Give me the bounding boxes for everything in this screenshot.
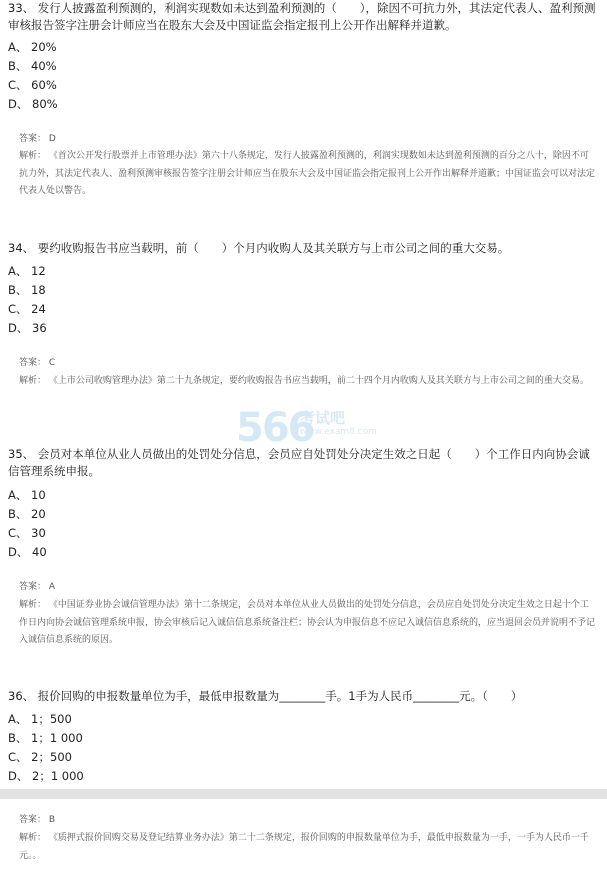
- question-35-option-d: D、 40: [8, 545, 47, 559]
- question-33-option-b: B、 40%: [8, 59, 57, 73]
- question-33-stem: 33、 发行人披露盈利预测的，利润实现数如未达到盈利预测的（ ），除因不可抗力外，其法定代表人、盈利预测审核报告签字注册会计师应当在股东大会及中国证监会指定报刊上公开作出解释并道歉。: [8, 1, 596, 32]
- question-33-option-d: D、 80%: [8, 97, 58, 111]
- question-35-option-a: A、 10: [8, 488, 46, 502]
- question-34-option-a: A、 12: [8, 264, 46, 278]
- question-34-option-b: B、 18: [8, 283, 46, 297]
- question-33-option-c: C、 60%: [8, 78, 57, 92]
- question-36-option-c: C、 2；500: [8, 750, 72, 764]
- question-34-option-c: C、 24: [8, 302, 46, 316]
- question-36-option-d: D、 2；1 000: [8, 769, 84, 783]
- question-36-option-a: A、 1；500: [8, 712, 72, 726]
- question-36-stem: 36、 报价回购的申报数量单位为手，最低申报数量为________手。1手为人民币________元。（ ）: [8, 689, 523, 703]
- question-36-explanation: 解析： 《质押式报价回购交易及登记结算业务办法》第二十二条规定，报价回购的申报数量单位为手，最低申报数量为一手，一手为人民币一千元。。: [19, 833, 589, 861]
- question-33-explanation: 解析： 《首次公开发行股票并上市管理办法》第六十八条规定，发行人披露盈利预测的，利润实现数如未达到盈利预测的百分之八十，除因不可抗力外，其法定代表人、盈利预测审核报告签字注册会计师应当在股东大会及中国证监会指定报刊上公开作出解释并道歉；中国证监会可以对法定代表人处以警告。: [19, 151, 596, 196]
- question-36-answer: 答案： B: [19, 815, 56, 825]
- question-35-option-b: B、 20: [8, 507, 46, 521]
- question-34-option-d: D、 36: [8, 321, 47, 335]
- question-35-stem: 35、 会员对本单位从业人员做出的处罚处分信息，会员应自处罚处分决定生效之日起（ ）个工作日内向协会诚信管理系统申报。: [8, 447, 590, 478]
- question-35-answer: 答案： A: [19, 582, 56, 592]
- watermark-number: 566: [236, 405, 314, 451]
- watermark-brand: 考试吧: [300, 409, 346, 427]
- question-35-option-c: C、 30: [8, 526, 46, 540]
- question-34-stem: 34、 要约收购报告书应当载明，前（ ）个月内收购人及其关联方与上市公司之间的重大交易。: [8, 241, 510, 255]
- section-divider: [0, 789, 607, 799]
- question-36-option-b: B、 1；1 000: [8, 731, 83, 745]
- question-33-answer: 答案： D: [19, 134, 56, 144]
- question-33-option-a: A、 20%: [8, 40, 57, 54]
- question-34-explanation: 解析： 《上市公司收购管理办法》第二十九条规定，要约收购报告书应当载明，前二十四个月内收购人及其关联方与上市公司之间的重大交易。: [19, 376, 589, 386]
- question-35-explanation: 解析： 《中国证券业协会诚信管理办法》第十二条规定，会员对本单位从业人员做出的处罚处分信息，会员应自处罚处分决定生效之日起十个工作日内向协会诚信管理系统申报，协会审核后记入诚信信息系统备注栏；协会认为申报信息不应记入诚信信息系统的，应当退回会员并说明不予记入诚信信息系统的原因。: [19, 600, 596, 645]
- watermark-url: www.exam8.com: [300, 427, 377, 437]
- question-34-answer: 答案： C: [19, 358, 56, 368]
